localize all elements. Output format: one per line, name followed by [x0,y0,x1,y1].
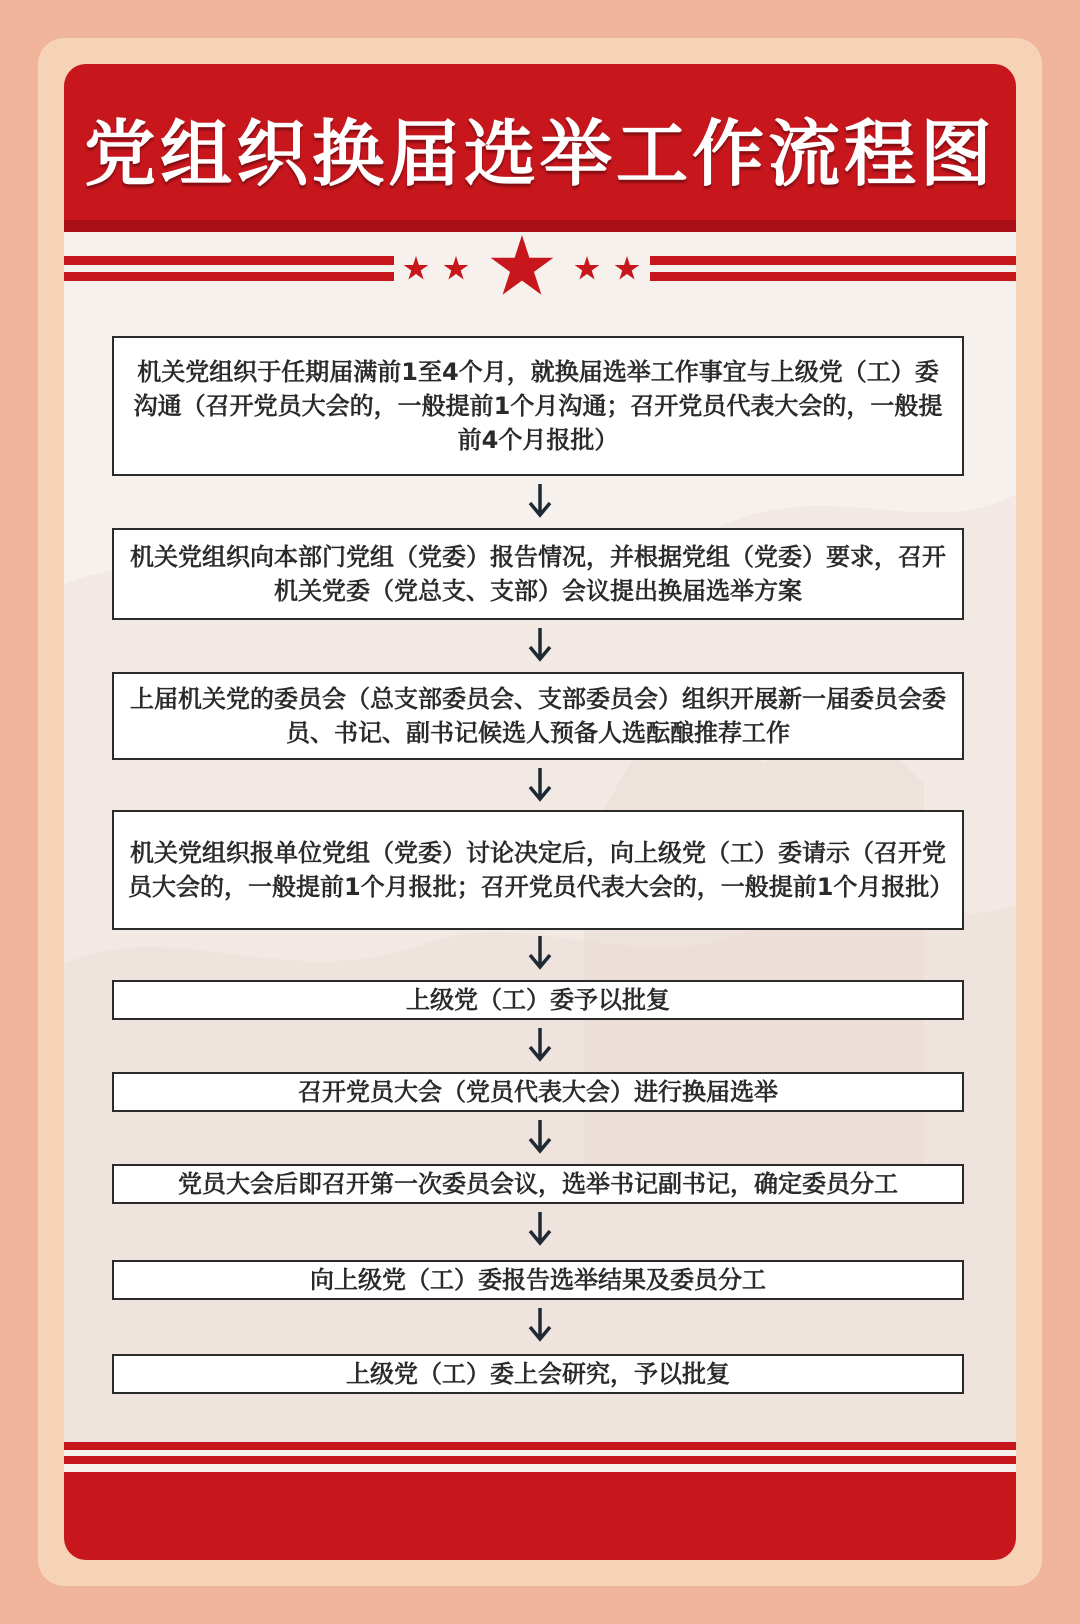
down-arrow-icon [526,934,554,972]
footer-band [64,1442,1016,1560]
flowchart [64,64,1016,1560]
poster-card [64,64,1016,1560]
down-arrow-icon [526,1306,554,1344]
down-arrow-icon [526,766,554,804]
flow-step-4: 机关党组织报单位党组（党委）讨论决定后，向上级党（工）委请示（召开党员大会的，一般提前1个月报批；召开党员代表大会的，一般提前1个月报批） [112,810,964,930]
down-arrow-icon [526,1026,554,1064]
down-arrow-icon [526,482,554,520]
down-arrow-icon [526,626,554,664]
flow-step-2: 机关党组织向本部门党组（党委）报告情况，并根据党组（党委）要求，召开机关党委（党总支、支部）会议提出换届选举方案 [112,528,964,620]
flow-step-6: 召开党员大会（党员代表大会）进行换届选举 [112,1072,964,1112]
flow-step-1: 机关党组织于任期届满前1至4个月，就换届选举工作事宜与上级党（工）委沟通（召开党员大会的，一般提前1个月沟通；召开党员代表大会的，一般提前4个月报批） [112,336,964,476]
flow-step-3: 上届机关党的委员会（总支部委员会、支部委员会）组织开展新一届委员会委员、书记、副书记候选人预备人选酝酿推荐工作 [112,672,964,760]
flow-step-9: 上级党（工）委上会研究，予以批复 [112,1354,964,1394]
flow-step-7: 党员大会后即召开第一次委员会议，选举书记副书记，确定委员分工 [112,1164,964,1204]
flow-step-8: 向上级党（工）委报告选举结果及委员分工 [112,1260,964,1300]
down-arrow-icon [526,1118,554,1156]
flow-step-5: 上级党（工）委予以批复 [112,980,964,1020]
poster-title: 党组织换届选举工作流程图 [83,112,996,196]
down-arrow-icon [526,1210,554,1248]
